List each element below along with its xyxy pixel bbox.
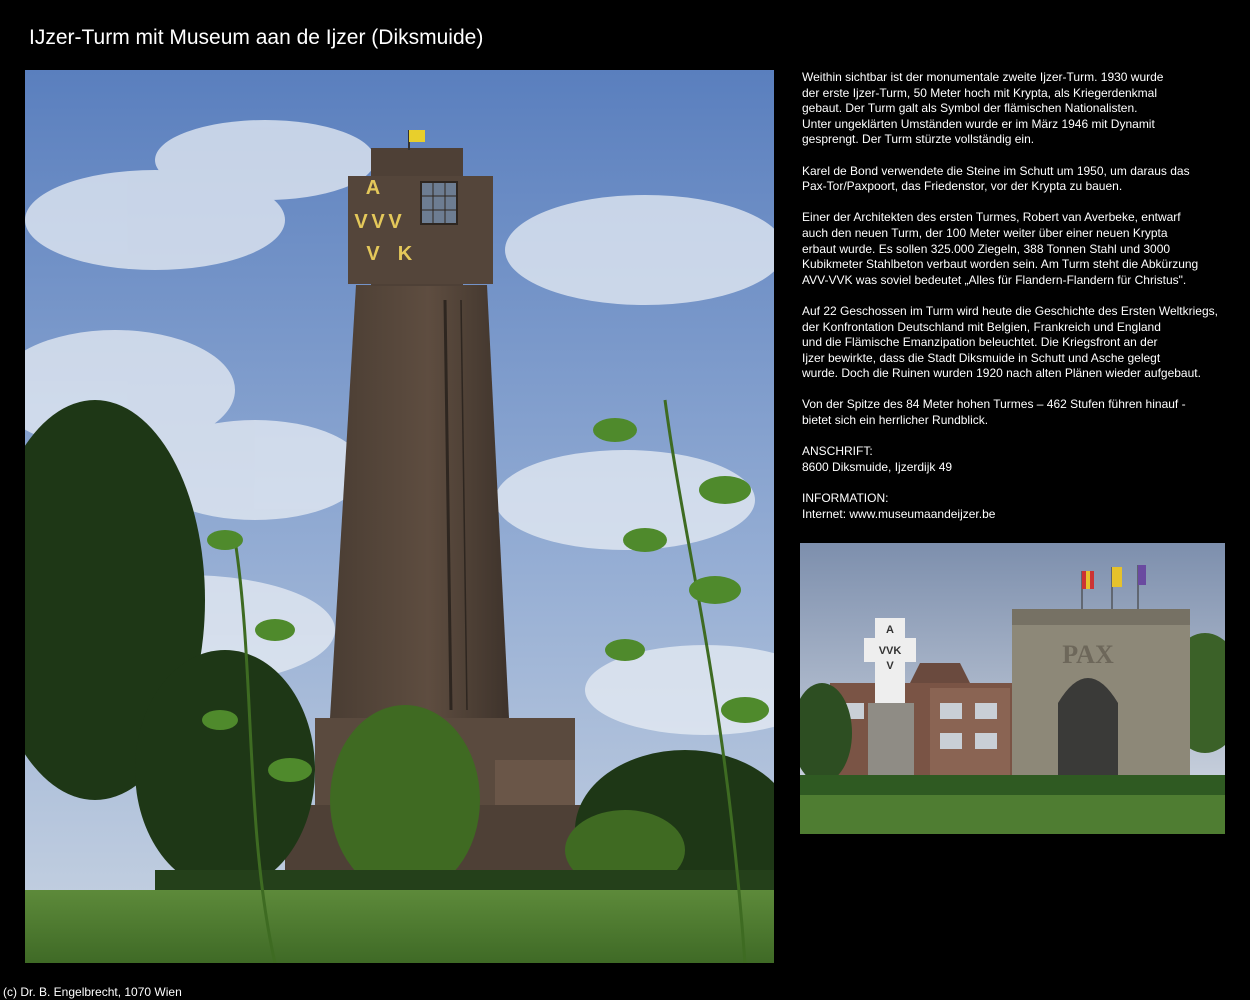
monument-letter: V bbox=[886, 660, 894, 672]
text-line: Karel de Bond verwendete die Steine im Schutt um 1950, um daraus das bbox=[802, 163, 1190, 178]
text-line: Auf 22 Geschossen im Turm wird heute die Geschichte des Ersten Weltkriegs, bbox=[802, 303, 1218, 318]
page-title: IJzer-Turm mit Museum aan de Ijzer (Diksmuide) bbox=[29, 26, 484, 49]
address-block bbox=[802, 444, 1227, 475]
text-line: gebaut. Der Turm galt als Symbol der flämischen Nationalisten. bbox=[802, 101, 1138, 116]
paragraph-architect bbox=[802, 210, 1227, 288]
text-line: erbaut wurde. Es sollen 325.000 Ziegeln, 388 Tonnen Stahl und 3000 bbox=[802, 241, 1171, 256]
text-line: und die Flämische Emanzipation beleuchtet. Die Kriegsfront an der bbox=[802, 335, 1158, 350]
tower-letter: V bbox=[366, 243, 380, 265]
info-heading: INFORMATION: bbox=[802, 491, 889, 506]
text-line: Pax-Tor/Paxpoort, das Friedenstor, vor der Krypta zu bauen. bbox=[802, 179, 1123, 194]
tower-letter: V bbox=[371, 211, 385, 233]
text-line: gesprengt. Der Turm stürzte vollständig ein. bbox=[802, 132, 1035, 147]
website-link[interactable]: Internet: www.museumaandeijzer.be bbox=[802, 506, 996, 521]
text-line: Unter ungeklärten Umständen wurde er im März 1946 mit Dynamit bbox=[802, 116, 1155, 131]
paragraph-museum bbox=[802, 304, 1227, 382]
text-line: AVV-VVK was soviel bedeutet „Alles für Flandern-Flandern für Christus". bbox=[802, 272, 1187, 287]
address-line: 8600 Diksmuide, Ijzerdijk 49 bbox=[802, 459, 953, 474]
text-line: bietet sich ein herrlicher Rundblick. bbox=[802, 413, 989, 428]
tower-letter: A bbox=[365, 177, 381, 199]
text-line: der Konfrontation Deutschland mit Belgien, Frankreich und England bbox=[802, 319, 1161, 334]
tower-letter: V bbox=[354, 211, 368, 233]
text-line: auch den neuen Turm, der 100 Meter weiter über einer neuen Krypta bbox=[802, 225, 1168, 240]
text-line: Weithin sichtbar ist der monumentale zweite Ijzer-Turm. 1930 wurde bbox=[802, 70, 1164, 84]
paragraph-view bbox=[802, 397, 1227, 428]
text-line: Kubikmeter Stahlbeton verbaut worden sein. Am Turm steht die Abkürzung bbox=[802, 257, 1199, 272]
monument-letter: A bbox=[886, 624, 894, 636]
paragraph-history bbox=[802, 70, 1227, 148]
tower-photo bbox=[25, 70, 774, 963]
pax-gate-photo bbox=[800, 543, 1225, 834]
text-line: Von der Spitze des 84 Meter hohen Turmes – 462 Stufen führen hinauf - bbox=[802, 397, 1186, 412]
pax-gate-illustration bbox=[800, 543, 1225, 834]
tower-photo-illustration bbox=[25, 70, 774, 963]
text-line: wurde. Doch die Ruinen wurden 1920 nach alten Plänen wieder aufgebaut. bbox=[802, 366, 1201, 381]
article-text bbox=[802, 70, 1227, 538]
tower-letter: K bbox=[397, 243, 413, 265]
text-line: der erste Ijzer-Turm, 50 Meter hoch mit Krypta, als Kriegerdenkmal bbox=[802, 85, 1158, 100]
monument-letter: VVK bbox=[878, 645, 902, 657]
gate-inscription: PAX bbox=[1062, 640, 1114, 669]
paragraph-pax-gate bbox=[802, 164, 1227, 195]
tower-letter: V bbox=[388, 211, 402, 233]
copyright-notice: (c) Dr. B. Engelbrecht, 1070 Wien bbox=[3, 985, 182, 999]
info-block bbox=[802, 491, 1227, 522]
text-line: Einer der Architekten des ersten Turmes, Robert van Averbeke, entwarf bbox=[802, 210, 1181, 225]
text-line: Ijzer bewirkte, dass die Stadt Diksmuide in Schutt und Asche gelegt bbox=[802, 350, 1161, 365]
address-heading: ANSCHRIFT: bbox=[802, 444, 873, 459]
